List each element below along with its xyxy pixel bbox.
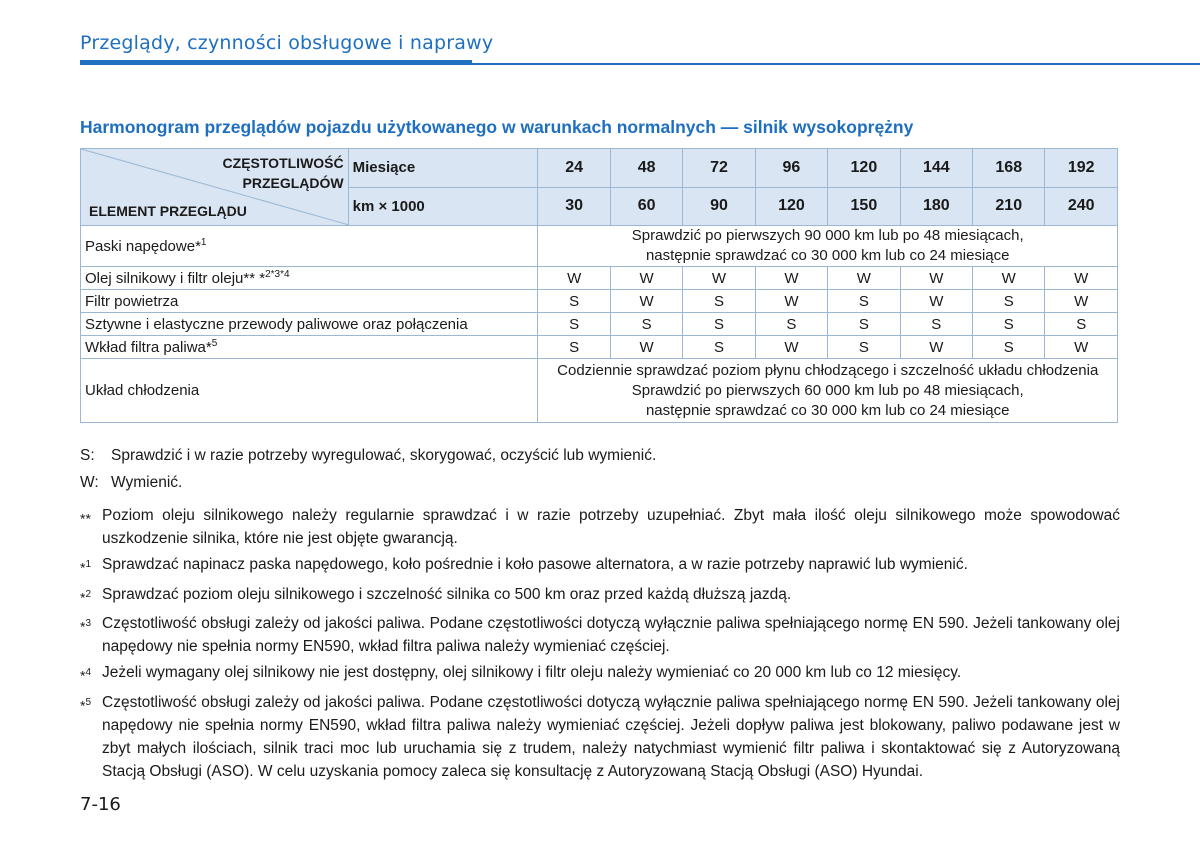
- page-number: 7-16: [80, 794, 121, 815]
- footnote-text: Częstotliwość obsługi zależy od jakości paliwa. Podane częstotliwości dotyczą wyłącznie paliwa spełniającego normę EN 590. Jeżeli tankowany olej napędowy nie spełnia normy EN590, wkład filtra paliwa należy wymieniać częściej.: [102, 615, 1120, 656]
- corner-element-label: ELEMENT PRZEGLĄDU: [89, 203, 247, 219]
- footnote-mark: *$^3$: [80, 618, 92, 635]
- footnote-text: Sprawdzać poziom oleju silnikowego i szczelność silnika co 500 km oraz przed każdą dłuższą jazdą.: [102, 585, 792, 603]
- legend-code: W:: [80, 474, 99, 491]
- footnote-mark: *$^2$: [80, 588, 92, 606]
- km-value: 180: [900, 187, 972, 226]
- months-value: 96: [755, 149, 827, 188]
- footnote-mark: **: [80, 510, 91, 527]
- table-cell: S: [683, 290, 755, 313]
- footnote-text: Jeżeli wymagany olej silnikowy nie jest dostępny, olej silnikowy i filtr oleju należy wymieniać co 20 000 km lub co 12 miesięcy.: [102, 664, 962, 682]
- page-header-title: Przeglądy, czynności obsługowe i naprawy: [80, 32, 494, 54]
- table-cell: W: [900, 336, 972, 359]
- months-value: 144: [900, 149, 972, 188]
- table-row-engine-oil: [81, 267, 1118, 290]
- table-cell: W: [610, 336, 682, 359]
- footnote-text: Częstotliwość obsługi zależy od jakości paliwa. Podane częstotliwości dotyczą wyłącznie paliwa spełniającego normę EN 590. Jeżeli tankowany olej napędowy nie spełnia normy EN590, wkład filtra paliwa należy wymieniać częściej. Jeżeli dopływ paliwa jest blokowany, paliwo podawane jest w zbyt małych ilościach, silnik traci moc lub uruchamia się z trudem, należy natychmiast wymienić filtr paliwa i skontaktować się z Autoryzowaną Stacją Obsługi (ASO). W celu uzyskania pomocy zaleca się konsultację z Autoryzowaną Stacją Obsługi (ASO) Hyundai.: [102, 693, 1120, 780]
- months-value: 48: [610, 149, 682, 188]
- table-cell: S: [900, 313, 972, 336]
- km-value: 150: [828, 187, 900, 226]
- row-label: [81, 267, 538, 290]
- row-span-value: [538, 226, 1118, 267]
- legend-w: [80, 474, 182, 492]
- table-row-drive-belts: [81, 226, 1118, 267]
- row-label-sup: 2*3*4: [265, 269, 290, 280]
- footnote-text: Poziom oleju silnikowego należy regularnie sprawdzać i w razie potrzeby uzupełniać. Zbyt mała ilość oleju silnikowego może spowodować uszkodzenie silnika, które nie jest objęte gwarancją.: [102, 507, 1120, 547]
- table-cell: S: [828, 290, 900, 313]
- span-line: Sprawdzić po pierwszych 90 000 km lub po 48 miesiącach,: [631, 227, 1024, 244]
- table-cell: W: [1045, 290, 1118, 313]
- table-cell: W: [683, 267, 755, 290]
- table-cell: S: [683, 313, 755, 336]
- corner-frequency-line2: PRZEGLĄDÓW: [242, 175, 344, 191]
- table-cell: W: [1045, 336, 1118, 359]
- km-value: 90: [683, 187, 755, 226]
- footnote: [80, 504, 1120, 550]
- table-header-row-months: [81, 149, 1118, 188]
- table-cell: S: [538, 290, 610, 313]
- row-label: Filtr powietrza: [81, 290, 538, 313]
- maintenance-schedule-table: [80, 148, 1118, 423]
- table-cell: W: [973, 267, 1045, 290]
- row-label-text: Olej silnikowy i filtr oleju** *: [85, 270, 266, 287]
- legend-s: [80, 447, 656, 465]
- km-value: 240: [1045, 187, 1118, 226]
- row-label-sup: 1: [200, 237, 207, 248]
- table-cell: S: [610, 313, 682, 336]
- footnote: [80, 583, 1120, 610]
- table-cell: W: [900, 290, 972, 313]
- span-line: Codziennie sprawdzać poziom płynu chłodzącego i szczelność układu chłodzenia: [557, 361, 1099, 379]
- months-value: 120: [828, 149, 900, 188]
- corner-frequency-label: [223, 153, 344, 193]
- table-cell: S: [973, 290, 1045, 313]
- corner-frequency-line1: CZĘSTOTLIWOŚĆ: [222, 155, 344, 171]
- row-label-text: Paski napędowe*: [85, 238, 201, 255]
- table-cell: S: [973, 313, 1045, 336]
- footnote-mark: *$^1$: [80, 559, 92, 576]
- footnote-mark: *$^4$: [80, 667, 92, 684]
- row-label-text: Wkład filtra paliwa*: [85, 339, 212, 356]
- legend-text: Wymienić.: [111, 474, 183, 491]
- table-cell: W: [610, 267, 682, 290]
- footnote-mark: *$^5$: [80, 696, 92, 714]
- table-cell: W: [755, 336, 827, 359]
- months-value: 72: [683, 149, 755, 188]
- km-value: 30: [538, 187, 610, 226]
- months-value: 192: [1045, 149, 1118, 188]
- table-cell: W: [900, 267, 972, 290]
- table-cell: S: [828, 336, 900, 359]
- km-value: 210: [973, 187, 1045, 226]
- footnotes: [80, 504, 1120, 786]
- table-cell: S: [1045, 313, 1118, 336]
- footnote: [80, 661, 1120, 688]
- footnote: [80, 553, 1120, 580]
- table-row-fuel-filter: [81, 336, 1118, 359]
- table-cell: W: [828, 267, 900, 290]
- km-value: 60: [610, 187, 682, 226]
- row-label: Układ chłodzenia: [81, 359, 538, 423]
- months-label: Miesiące: [348, 149, 538, 188]
- span-line: następnie sprawdzać co 30 000 km lub co 24 miesiące: [645, 247, 1010, 264]
- km-value: 120: [755, 187, 827, 226]
- row-label: [81, 226, 538, 267]
- row-label: [81, 336, 538, 359]
- table-row-air-filter: [81, 290, 1118, 313]
- row-label-sup: 5: [211, 338, 218, 349]
- section-title: Harmonogram przeglądów pojazdu użytkowanego w warunkach normalnych — silnik wysokoprężny: [80, 117, 914, 137]
- span-line: następnie sprawdzać co 30 000 km lub co 24 miesiące: [645, 401, 1010, 419]
- table-cell: W: [538, 267, 610, 290]
- table-corner-cell: [81, 149, 349, 226]
- months-value: 24: [538, 149, 610, 188]
- table-cell: S: [973, 336, 1045, 359]
- table-cell: W: [755, 290, 827, 313]
- span-line: Sprawdzić po pierwszych 60 000 km lub po 48 miesiącach,: [631, 381, 1024, 399]
- table-cell: S: [538, 313, 610, 336]
- row-span-value: [538, 359, 1118, 423]
- footnote: [80, 612, 1120, 658]
- footnote: [80, 691, 1120, 783]
- km-label: km × 1000: [348, 187, 538, 226]
- table-cell: W: [610, 290, 682, 313]
- table-row-fuel-lines: [81, 313, 1118, 336]
- table-cell: S: [538, 336, 610, 359]
- table-cell: W: [755, 267, 827, 290]
- header-rule-thin: [80, 63, 1200, 65]
- table-row-cooling-system: [81, 359, 1118, 423]
- table-cell: S: [683, 336, 755, 359]
- months-value: 168: [973, 149, 1045, 188]
- table-cell: S: [755, 313, 827, 336]
- legend-code: S:: [80, 447, 95, 464]
- row-label: Sztywne i elastyczne przewody paliwowe oraz połączenia: [81, 313, 538, 336]
- footnote-text: Sprawdzać napinacz paska napędowego, koło pośrednie i koło pasowe alternatora, a w razie potrzeby naprawić lub wymienić.: [102, 556, 968, 573]
- table-cell: S: [828, 313, 900, 336]
- legend-text: Sprawdzić i w razie potrzeby wyregulować, skorygować, oczyścić lub wymienić.: [111, 447, 657, 464]
- table-cell: W: [1045, 267, 1118, 290]
